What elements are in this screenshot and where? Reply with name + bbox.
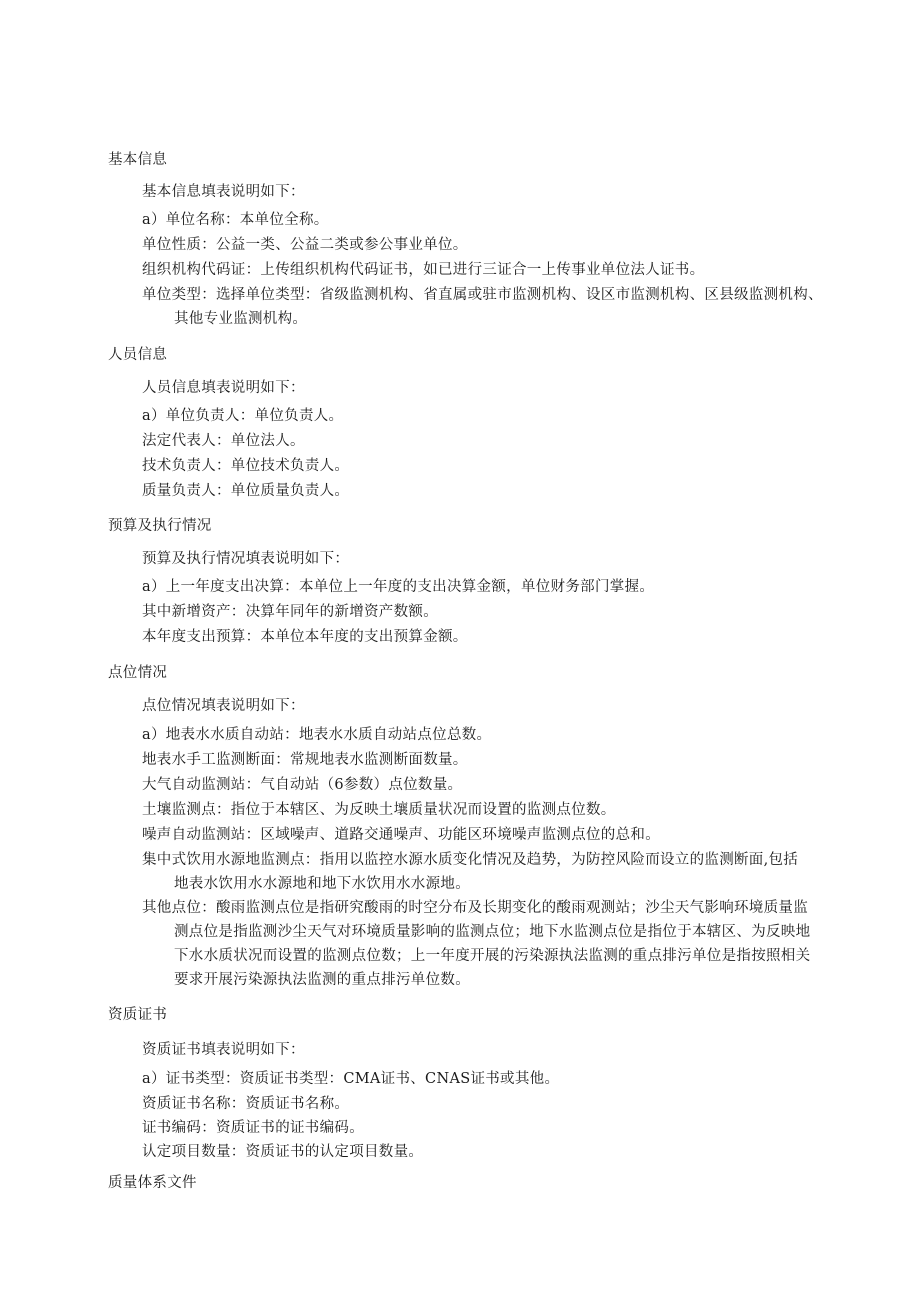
section-intro-monitoring-points: 点位情况填表说明如下： bbox=[142, 698, 305, 714]
list-item: 法定代表人：单位法人。 bbox=[142, 433, 305, 449]
list-item: 本年度支出预算：本单位本年度的支出预算金额。 bbox=[142, 629, 468, 645]
list-item: 资质证书名称：资质证书名称。 bbox=[142, 1096, 350, 1112]
section-intro-certificates: 资质证书填表说明如下： bbox=[142, 1042, 305, 1058]
list-item: 证书编码：资质证书的证书编码。 bbox=[142, 1120, 364, 1136]
section-heading-basic-info: 基本信息 bbox=[108, 152, 168, 168]
list-item: a）证书类型：资质证书类型：CMA证书、CNAS证书或其他。 bbox=[142, 1071, 560, 1087]
list-item: 地表水手工监测断面：常规地表水监测断面数量。 bbox=[142, 752, 468, 768]
section-intro-basic-info: 基本信息填表说明如下： bbox=[142, 184, 305, 200]
list-item-line: 其他点位：酸雨监测点位是指研究酸雨的时空分布及长期变化的酸雨观测站；沙尘天气影响环境质量监 bbox=[142, 900, 808, 916]
list-item: a）单位名称：本单位全称。 bbox=[142, 212, 329, 228]
list-item-continuation: 下水水质状况而设置的监测点位数；上一年度开展的污染源执法监测的重点排污单位是指按照相关 bbox=[174, 948, 811, 964]
list-item: 噪声自动监测站：区域噪声、道路交通噪声、功能区环境噪声监测点位的总和。 bbox=[142, 827, 660, 843]
list-item: a）单位负责人：单位负责人。 bbox=[142, 408, 344, 424]
list-item-continuation: 测点位是指监测沙尘天气对环境质量影响的监测点位；地下水监测点位是指位于本辖区、为反映地 bbox=[174, 924, 811, 940]
list-item-continuation: 地表水饮用水水源地和地下水饮用水水源地。 bbox=[174, 876, 470, 892]
section-heading-certificates: 资质证书 bbox=[108, 1007, 168, 1023]
section-heading-personnel: 人员信息 bbox=[108, 347, 168, 363]
section-intro-personnel: 人员信息填表说明如下： bbox=[142, 380, 305, 396]
list-item bbox=[142, 283, 842, 331]
section-intro-budget: 预算及执行情况填表说明如下： bbox=[142, 551, 350, 567]
list-item bbox=[142, 896, 842, 992]
list-item: 其中新增资产：决算年同年的新增资产数额。 bbox=[142, 604, 438, 620]
list-item: a）地表水水质自动站：地表水水质自动站点位总数。 bbox=[142, 727, 492, 743]
list-item-continuation: 其他专业监测机构。 bbox=[174, 311, 308, 327]
list-item: 质量负责人：单位质量负责人。 bbox=[142, 483, 350, 499]
list-item: 认定项目数量：资质证书的认定项目数量。 bbox=[142, 1144, 424, 1160]
list-item: 技术负责人：单位技术负责人。 bbox=[142, 458, 350, 474]
list-item-continuation: 要求开展污染源执法监测的重点排污单位数。 bbox=[174, 972, 470, 988]
section-heading-budget: 预算及执行情况 bbox=[108, 518, 212, 534]
list-item-line: 单位类型：选择单位类型：省级监测机构、省直属或驻市监测机构、设区市监测机构、区县级监测机构、 bbox=[142, 287, 823, 303]
list-item: 大气自动监测站：气自动站（6参数）点位数量。 bbox=[142, 777, 463, 793]
list-item: 组织机构代码证：上传组织机构代码证书，如已进行三证合一上传事业单位法人证书。 bbox=[142, 262, 705, 278]
list-item bbox=[142, 848, 842, 896]
section-heading-monitoring-points: 点位情况 bbox=[108, 665, 168, 681]
list-item-line: 集中式饮用水源地监测点：指用以监控水源水质变化情况及趋势，为防控风险而设立的监测断面,包括 bbox=[142, 852, 799, 868]
list-item: 土壤监测点：指位于本辖区、为反映土壤质量状况而设置的监测点位数。 bbox=[142, 802, 616, 818]
list-item: a）上一年度支出决算：本单位上一年度的支出决算金额，单位财务部门掌握。 bbox=[142, 579, 655, 595]
list-item: 单位性质：公益一类、公益二类或参公事业单位。 bbox=[142, 237, 468, 253]
section-heading-quality-system: 质量体系文件 bbox=[108, 1175, 197, 1191]
